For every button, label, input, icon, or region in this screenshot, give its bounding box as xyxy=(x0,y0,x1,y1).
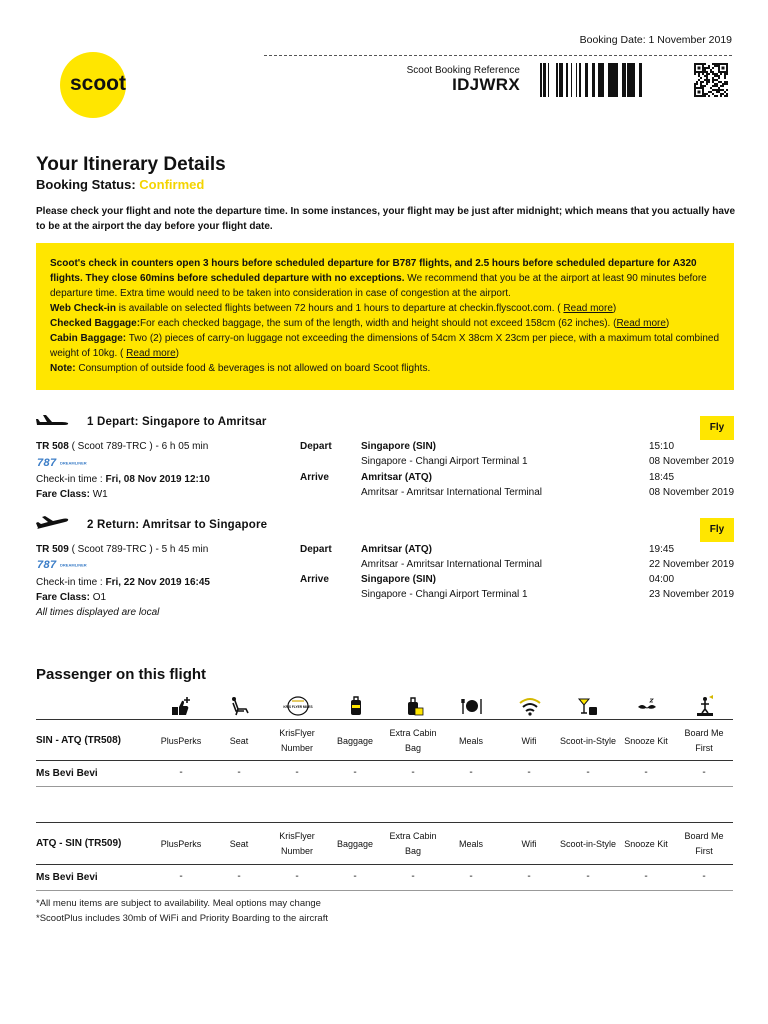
seat-icon xyxy=(228,695,252,717)
fare-value: O1 xyxy=(92,592,107,603)
column-header: Board Me First xyxy=(684,831,724,856)
dreamliner-787-logo xyxy=(37,559,87,571)
addon-value-cell: - xyxy=(527,871,531,882)
flight-2-arrive-time: 04:00 xyxy=(649,574,675,585)
flight-2-code-line xyxy=(36,544,208,555)
dreamliner-787-logo xyxy=(37,457,87,469)
flight-1-heading: 1 Depart: Singapore to Amritsar xyxy=(87,416,267,428)
flight-2-heading: 2 Return: Amritsar to Singapore xyxy=(87,519,268,531)
addon-value-cell: - xyxy=(295,871,299,882)
column-header: PlusPerks xyxy=(160,736,202,746)
addon-value-cell: - xyxy=(237,767,241,778)
flight-1-fly-button[interactable]: Fly xyxy=(700,416,734,440)
column-header: Wifi xyxy=(521,839,537,849)
times-local-note: All times displayed are local xyxy=(36,607,160,618)
booking-reference-code: IDJWRX xyxy=(452,75,520,94)
baggage-icon xyxy=(344,695,368,717)
notice-cabin-label: Cabin Baggage: xyxy=(50,333,127,344)
footnote-2: *ScootPlus includes 30mb of WiFi and Priority Boarding to the aircraft xyxy=(36,913,328,924)
table-rule-bottom xyxy=(36,890,733,891)
meals-icon xyxy=(460,695,484,717)
brand-dreamliner: DREAMLINER xyxy=(60,460,87,466)
header-divider xyxy=(264,55,732,56)
checkin-label: Check-in time : xyxy=(36,474,106,485)
notice-note-label: Note: xyxy=(50,363,76,374)
column-header: Baggage xyxy=(336,839,374,849)
notice-checked-label: Checked Baggage: xyxy=(50,318,141,329)
close-paren: ) xyxy=(612,303,617,314)
table-rule-bottom xyxy=(36,786,733,787)
plane-takeoff-icon xyxy=(36,414,70,430)
booking-reference-label: Scoot Booking Reference xyxy=(406,65,520,76)
flight-2-depart-city: Amritsar (ATQ) xyxy=(361,544,432,555)
close-paren: ) xyxy=(665,318,670,329)
plane-landing-icon xyxy=(36,516,70,532)
extra-cabin-bag-icon xyxy=(402,695,426,717)
addon-value-cell: - xyxy=(469,871,473,882)
column-header: Snooze Kit xyxy=(624,736,668,746)
table-rule-top xyxy=(36,719,733,720)
intro-text: Please check your flight and note the departure time. In some instances, your flight may be just after midnight; which means that you actually have to be at the airport the day before your flight date. xyxy=(36,206,736,232)
checked-baggage-read-more-link[interactable]: Read more xyxy=(616,318,666,329)
addon-value-cell: - xyxy=(179,871,183,882)
flight-2-depart-label: Depart xyxy=(300,544,332,555)
column-header: Extra Cabin Bag xyxy=(389,831,437,856)
logo-text: scoot xyxy=(69,72,127,95)
table-rule-mid xyxy=(36,760,733,761)
addon-value-cell: - xyxy=(702,871,706,882)
flight-1-checkin xyxy=(36,474,210,485)
column-header: Seat xyxy=(229,839,249,849)
checkin-notice xyxy=(36,243,734,390)
addon-value-cell: - xyxy=(586,871,590,882)
notice-cabin-text: Two (2) pieces of carry-on luggage not exceeding the dimensions of 54cm X 38cm X 23cm per piece, with a maximum total combined weight of 10kg. ( xyxy=(50,333,720,359)
flight-2-code: TR 509 xyxy=(36,544,69,555)
table-rule-top xyxy=(36,822,733,823)
flight-2-arrive-city: Singapore (SIN) xyxy=(361,574,437,585)
krisflyer-icon xyxy=(283,695,313,717)
flight-2-aircraft: ( Scoot 789-TRC ) - 5 h 45 min xyxy=(68,544,209,555)
flight-2-checkin xyxy=(36,577,210,588)
column-header: Meals xyxy=(458,839,483,849)
addon-value-cell: - xyxy=(644,767,648,778)
scoot-in-style-icon xyxy=(576,695,600,717)
addon-value-cell: - xyxy=(702,767,706,778)
notice-checked-text: For each checked baggage, the sum of the length, width and height should not exceed 158cm (62 inches). ( xyxy=(140,318,617,329)
flight-1-depart-date: 08 November 2019 xyxy=(649,456,735,467)
close-paren: ) xyxy=(175,348,179,359)
column-header: Meals xyxy=(458,736,483,746)
fare-value: W1 xyxy=(92,489,108,500)
flight-1-code-line xyxy=(36,441,208,452)
column-header: Seat xyxy=(229,736,249,746)
flight-2-arrive-date: 23 November 2019 xyxy=(649,589,735,600)
addon-value-cell: - xyxy=(586,767,590,778)
barcode-icon xyxy=(540,63,642,97)
column-header: Board Me First xyxy=(684,728,724,753)
segment-1-passenger: Ms Bevi Bevi xyxy=(36,768,98,779)
addon-value-cell: - xyxy=(469,767,473,778)
addon-value-cell: - xyxy=(353,767,357,778)
booking-status-value: Confirmed xyxy=(139,177,205,192)
flight-2-fare xyxy=(36,592,106,603)
booking-status-label: Booking Status: xyxy=(36,177,136,192)
addon-value-cell: - xyxy=(527,767,531,778)
column-header: Baggage xyxy=(336,736,374,746)
column-header: PlusPerks xyxy=(160,839,202,849)
column-header: KrisFlyer Number xyxy=(279,831,315,856)
column-header: Scoot-in-Style xyxy=(559,839,617,849)
wifi-icon xyxy=(518,695,542,717)
column-header: Scoot-in-Style xyxy=(559,736,617,746)
flight-2-arrive-terminal: Singapore - Changi Airport Terminal 1 xyxy=(361,589,528,600)
booking-status xyxy=(36,177,204,192)
column-header: Snooze Kit xyxy=(624,839,668,849)
flight-1-arrive-city: Amritsar (ATQ) xyxy=(361,472,432,483)
brand-787: 787 xyxy=(37,559,57,571)
notice-note-text: Consumption of outside food & beverages is not allowed on board Scoot flights. xyxy=(75,363,431,374)
booking-date: Booking Date: 1 November 2019 xyxy=(579,34,732,46)
flight-1-depart-city: Singapore (SIN) xyxy=(361,441,437,452)
flight-1-depart-terminal: Singapore - Changi Airport Terminal 1 xyxy=(361,456,528,467)
snooze-kit-icon xyxy=(635,695,659,717)
column-header: Wifi xyxy=(521,736,537,746)
page-title: Your Itinerary Details xyxy=(36,154,226,175)
checkin-label: Check-in time : xyxy=(36,577,106,588)
checkin-value: Fri, 08 Nov 2019 12:10 xyxy=(105,474,210,485)
segment-2-passenger: Ms Bevi Bevi xyxy=(36,872,98,883)
flight-1-arrive-label: Arrive xyxy=(300,472,329,483)
notice-web-text: is available on selected flights between 72 hours and 1 hours to departure at checkin.flyscoot.com. ( xyxy=(115,303,564,314)
brand-dreamliner: DREAMLINER xyxy=(60,562,87,568)
addon-value-cell: - xyxy=(179,767,183,778)
addon-value-cell: - xyxy=(237,871,241,882)
cabin-baggage-read-more-link[interactable]: Read more xyxy=(126,348,176,359)
plusperks-icon xyxy=(169,695,193,717)
addon-value-cell: - xyxy=(353,871,357,882)
flight-1-depart-time: 15:10 xyxy=(649,441,675,452)
flight-1-fare xyxy=(36,489,108,500)
flight-2-arrive-label: Arrive xyxy=(300,574,329,585)
addon-value-cell: - xyxy=(644,871,648,882)
fare-label: Fare Class: xyxy=(36,592,93,603)
flight-2-depart-date: 22 November 2019 xyxy=(649,559,735,570)
notice-web-label: Web Check-in xyxy=(50,303,116,314)
column-header: Extra Cabin Bag xyxy=(389,728,437,753)
qr-code-icon xyxy=(694,63,728,97)
flight-1-depart-label: Depart xyxy=(300,441,332,452)
checkin-value: Fri, 22 Nov 2019 16:45 xyxy=(105,577,210,588)
addon-value-cell: - xyxy=(411,767,415,778)
passenger-section-title: Passenger on this flight xyxy=(36,666,207,683)
flight-2-depart-time: 19:45 xyxy=(649,544,675,555)
column-header: KrisFlyer Number xyxy=(279,728,315,753)
flight-1-arrive-terminal: Amritsar - Amritsar International Terminal xyxy=(361,487,542,498)
board-me-first-icon xyxy=(693,695,717,717)
flight-2-fly-button[interactable]: Fly xyxy=(700,518,734,542)
flight-1-code: TR 508 xyxy=(36,441,69,452)
krisflyer-icon-text: KRIS FLYER MILES xyxy=(283,705,313,709)
flight-1-aircraft: ( Scoot 789-TRC ) - 6 h 05 min xyxy=(68,441,209,452)
flight-1-arrive-time: 18:45 xyxy=(649,472,675,483)
addon-value-cell: - xyxy=(295,767,299,778)
table-rule-mid xyxy=(36,864,733,865)
addon-value-cell: - xyxy=(411,871,415,882)
brand-787: 787 xyxy=(37,457,57,469)
scoot-logo xyxy=(56,50,140,120)
flight-1-arrive-date: 08 November 2019 xyxy=(649,487,735,498)
notice-checkin-text: We recommend that you be at the airport at least 90 minutes before departure time. Extra time would need to be taken into consideration in case of congestion at the airport. xyxy=(50,273,707,299)
flight-2-depart-terminal: Amritsar - Amritsar International Terminal xyxy=(361,559,542,570)
web-checkin-read-more-link[interactable]: Read more xyxy=(563,303,613,314)
segment-1-label: SIN - ATQ (TR508) xyxy=(36,735,122,746)
segment-2-label: ATQ - SIN (TR509) xyxy=(36,838,122,849)
footnote-1: *All menu items are subject to availability. Meal options may change xyxy=(36,898,321,909)
fare-label: Fare Class: xyxy=(36,489,93,500)
notice-checkin-bold: Scoot's check in counters open 3 hours before scheduled departure for B787 flights, and 2.5 hours before scheduled departure for A320 flights. They close 60mins before scheduled departure with no exceptions. xyxy=(50,258,697,284)
